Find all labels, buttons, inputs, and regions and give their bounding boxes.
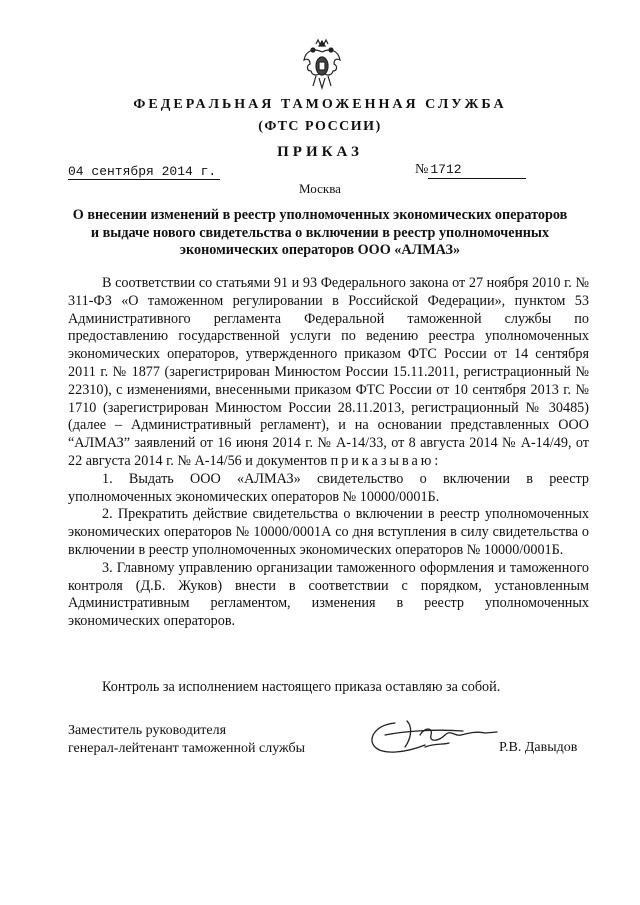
document-city: Москва bbox=[299, 181, 341, 196]
order-item: 3. Главному управлению организации таможенного оформления и таможенного контроля (Д.Б. Жуков) внести в соответствии с порядком, установленным Административным регламентом, изменения в реестр уполномоченных экономических операторов. bbox=[68, 559, 589, 630]
signatory-position bbox=[68, 722, 305, 757]
title-line: и выдаче нового свидетельства о включении в реестр уполномоченных bbox=[90, 224, 550, 241]
coat-of-arms-emblem bbox=[302, 38, 342, 90]
preamble-paragraph bbox=[68, 275, 589, 471]
document-title bbox=[70, 207, 570, 260]
document-body bbox=[68, 275, 589, 631]
document-date: 04 сентября 2014 г. bbox=[68, 164, 220, 180]
document-number: 1712 bbox=[428, 162, 526, 179]
title-line: экономических операторов ООО «АЛМАЗ» bbox=[179, 242, 461, 258]
control-clause: Контроль за исполнением настоящего приказа оставляю за собой. bbox=[102, 679, 501, 695]
document-number-block bbox=[415, 162, 526, 179]
position-line: генерал-лейтенант таможенной службы bbox=[68, 740, 306, 756]
order-item: 1. Выдать ООО «АЛМАЗ» свидетельство о включении в реестр уполномоченных экономических операторов № 10000/0001Б. bbox=[68, 470, 589, 505]
order-word: приказываю: bbox=[330, 452, 442, 469]
order-item: 2. Прекратить действие свидетельства о включении в реестр уполномоченных экономических операторов № 10000/0001А со дня вступления в силу свидетельства о включении в реестр уполномоченных экономических операторов № 10000/0001Б. bbox=[68, 506, 589, 558]
preamble-text: В соответствии со статьями 91 и 93 Федерального закона от 27 ноября 2010 г. № 311-ФЗ «О таможенном регулировании в Российской Федерации», пунктом 53 Административного регламента Федеральной таможенной службы по предоставлению государственной услуги по ведению реестра уполномоченных экономических операторов, утвержденного приказом ФТС России от 14 сентября 2011 г. № 1877 (зарегистрирован Минюстом России 15.11.2011, регистрационный № 22310), с изменениями, внесенными приказом ФТС России от 10 сентября 2013 г. № 1710 (зарегистрирован Минюстом России 28.11.2013, регистрационный № 30485) (далее – Административный регламент), и на основании представленных ООО “АЛМАЗ” заявлений от 16 июня 2014 г. № А-14/33, от 8 августа 2014 № А-14/49, от 22 августа 2014 г. № А-14/56 и документов bbox=[68, 275, 589, 469]
document-type: ПРИКАЗ bbox=[277, 144, 363, 160]
agency-short-name: (ФТС РОССИИ) bbox=[258, 119, 382, 134]
title-line: О внесении изменений в реестр уполномоченных экономических операторов bbox=[72, 207, 568, 223]
signatory-name: Р.В. Давыдов bbox=[499, 740, 578, 755]
handwritten-signature bbox=[365, 713, 505, 763]
position-line: Заместитель руководителя bbox=[68, 723, 227, 738]
agency-name: ФЕДЕРАЛЬНАЯ ТАМОЖЕННАЯ СЛУЖБА bbox=[133, 97, 507, 112]
number-sign: № bbox=[415, 162, 429, 177]
